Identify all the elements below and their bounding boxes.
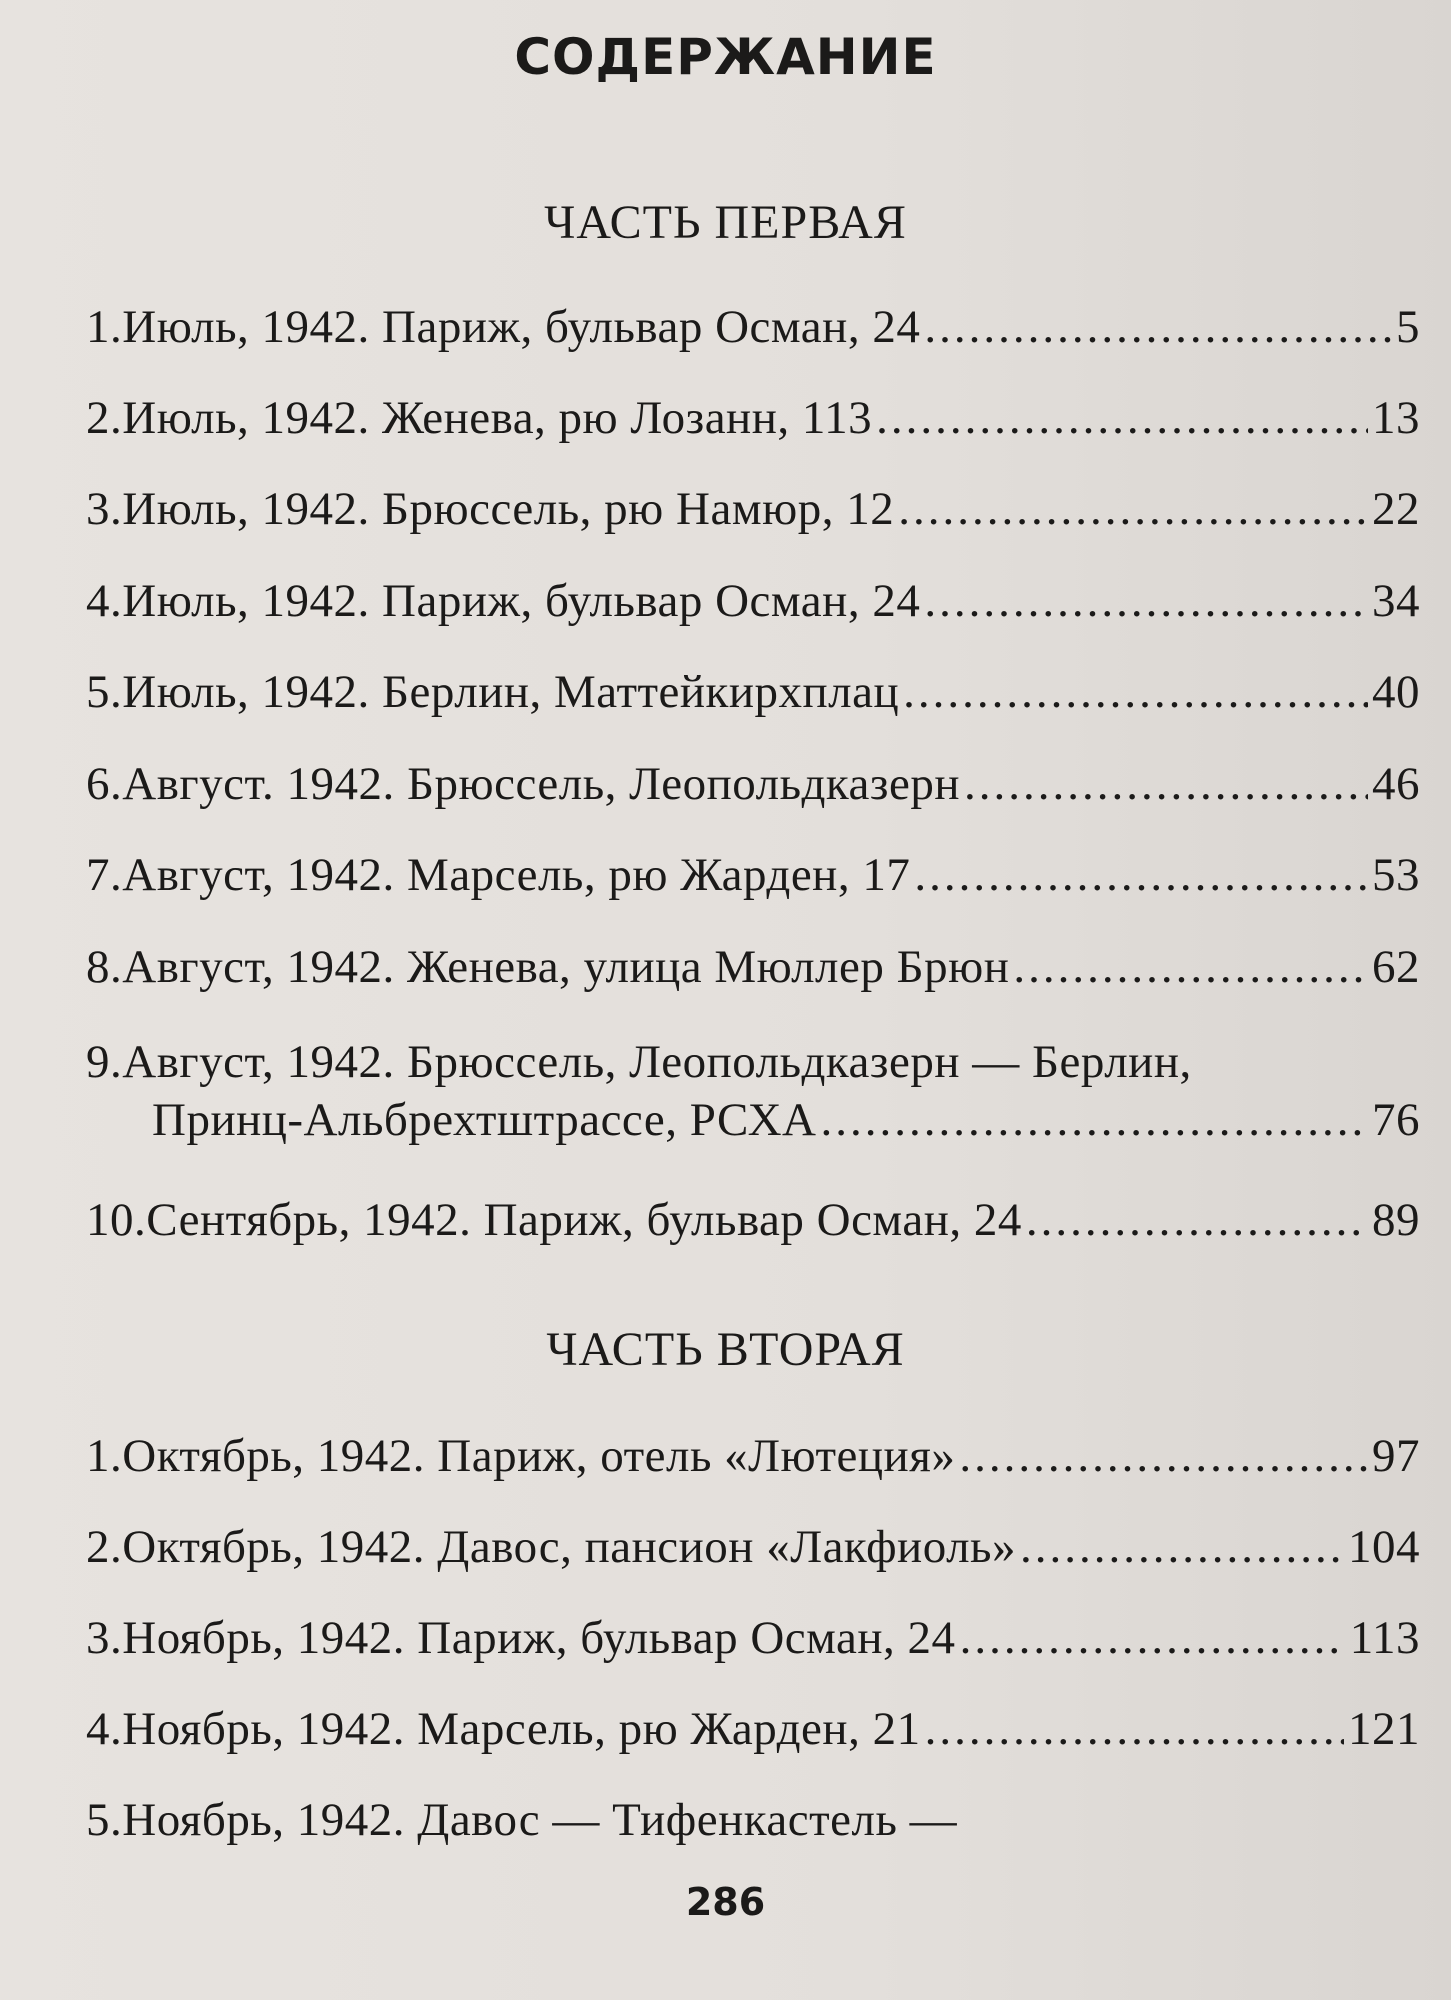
entry-page: 46 [1372, 758, 1420, 810]
entry-title: Октябрь, 1942. Давос, пансион «Лакфиоль» [122, 1521, 1016, 1573]
leader-dots [1026, 1191, 1368, 1249]
entry-number: 4. [86, 1703, 123, 1755]
toc-entry [86, 1427, 1420, 1485]
leader-dots [820, 1091, 1368, 1149]
entry-number: 10. [86, 1194, 147, 1246]
leader-dots [925, 1700, 1344, 1758]
leader-dots [924, 572, 1368, 630]
leader-dots [898, 480, 1368, 538]
toc-entry [86, 572, 1420, 630]
toc-entry [86, 1191, 1420, 1249]
entry-title: Июль, 1942. Париж, бульвар Осман, 24 [122, 575, 921, 627]
entry-page: 97 [1372, 1430, 1420, 1482]
toc-entry [86, 846, 1420, 904]
entry-page: 5 [1396, 301, 1420, 353]
toc-entry [86, 755, 1420, 813]
leader-dots [924, 298, 1392, 356]
toc-entry [86, 1609, 1420, 1667]
leader-dots [876, 389, 1368, 447]
leader-dots [903, 663, 1368, 721]
entry-page: 62 [1372, 941, 1420, 993]
toc-entry [86, 1791, 1420, 1849]
entry-page: 13 [1372, 392, 1420, 444]
entry-title: Октябрь, 1942. Париж, отель «Лютеция» [122, 1430, 956, 1482]
entry-number: 5. [86, 1794, 123, 1846]
entry-title: Август, 1942. Марсель, рю Жарден, 17 [122, 849, 911, 901]
toc-entry [86, 298, 1420, 356]
toc-entry [86, 663, 1420, 721]
entry-number: 1. [86, 1430, 123, 1482]
leader-dots [960, 1609, 1346, 1667]
entry-number: 4. [86, 575, 123, 627]
entry-page: 76 [1372, 1094, 1420, 1146]
entry-number: 7. [86, 849, 123, 901]
entry-title: Август, 1942. Женева, улица Мюллер Брюн [122, 941, 1010, 993]
entry-title: Июль, 1942. Брюссель, рю Намюр, 12 [122, 483, 895, 535]
page-number: 286 [685, 1880, 766, 1924]
entry-number: 5. [86, 666, 123, 718]
entry-title: Ноябрь, 1942. Давос — Тифенкастель — [122, 1794, 958, 1846]
entry-title: Июль, 1942. Женева, рю Лозанн, 113 [122, 392, 873, 444]
entry-page: 89 [1372, 1194, 1420, 1246]
entry-page: 22 [1372, 483, 1420, 535]
toc-entry [86, 1033, 1420, 1149]
entry-page: 121 [1348, 1703, 1420, 1755]
entry-number: 6. [86, 758, 123, 810]
entry-page: 40 [1372, 666, 1420, 718]
toc-entry [86, 1518, 1420, 1576]
entry-number: 3. [86, 1612, 123, 1664]
leader-dots [1020, 1518, 1344, 1576]
leader-dots [959, 1427, 1368, 1485]
entry-page: 104 [1348, 1521, 1420, 1573]
entry-title: Сентябрь, 1942. Париж, бульвар Осман, 24 [146, 1194, 1022, 1246]
entry-title: Июль, 1942. Берлин, Маттейкирхплац [122, 666, 900, 718]
entry-page: 113 [1349, 1612, 1420, 1664]
entry-number: 3. [86, 483, 123, 535]
entry-title: Ноябрь, 1942. Марсель, рю Жарден, 21 [122, 1703, 921, 1755]
toc-entry [86, 1700, 1420, 1758]
entry-title: Август, 1942. Брюссель, Леопольдказерн — Берлин, [122, 1036, 1192, 1088]
entry-title-continued: Принц-Альбрехтштрассе, РСХА [152, 1094, 817, 1146]
leader-dots [964, 755, 1368, 813]
contents-heading: СОДЕРЖАНИЕ [514, 28, 937, 86]
entry-page: 53 [1372, 849, 1420, 901]
toc-entry [86, 938, 1420, 996]
leader-dots [1013, 938, 1368, 996]
part-two-title: ЧАСТЬ ВТОРАЯ [546, 1323, 905, 1376]
leader-dots [914, 846, 1368, 904]
toc-entry [86, 389, 1420, 447]
entry-number: 2. [86, 392, 123, 444]
entry-number: 1. [86, 301, 123, 353]
entry-title: Август. 1942. Брюссель, Леопольдказерн [122, 758, 960, 810]
entry-page: 34 [1372, 575, 1420, 627]
entry-number: 8. [86, 941, 123, 993]
entry-number: 2. [86, 1521, 123, 1573]
entry-title: Ноябрь, 1942. Париж, бульвар Осман, 24 [122, 1612, 956, 1664]
toc-entry [86, 480, 1420, 538]
entry-number: 9. [86, 1036, 123, 1088]
entry-title: Июль, 1942. Париж, бульвар Осман, 24 [122, 301, 921, 353]
part-one-title: ЧАСТЬ ПЕРВАЯ [544, 196, 907, 249]
